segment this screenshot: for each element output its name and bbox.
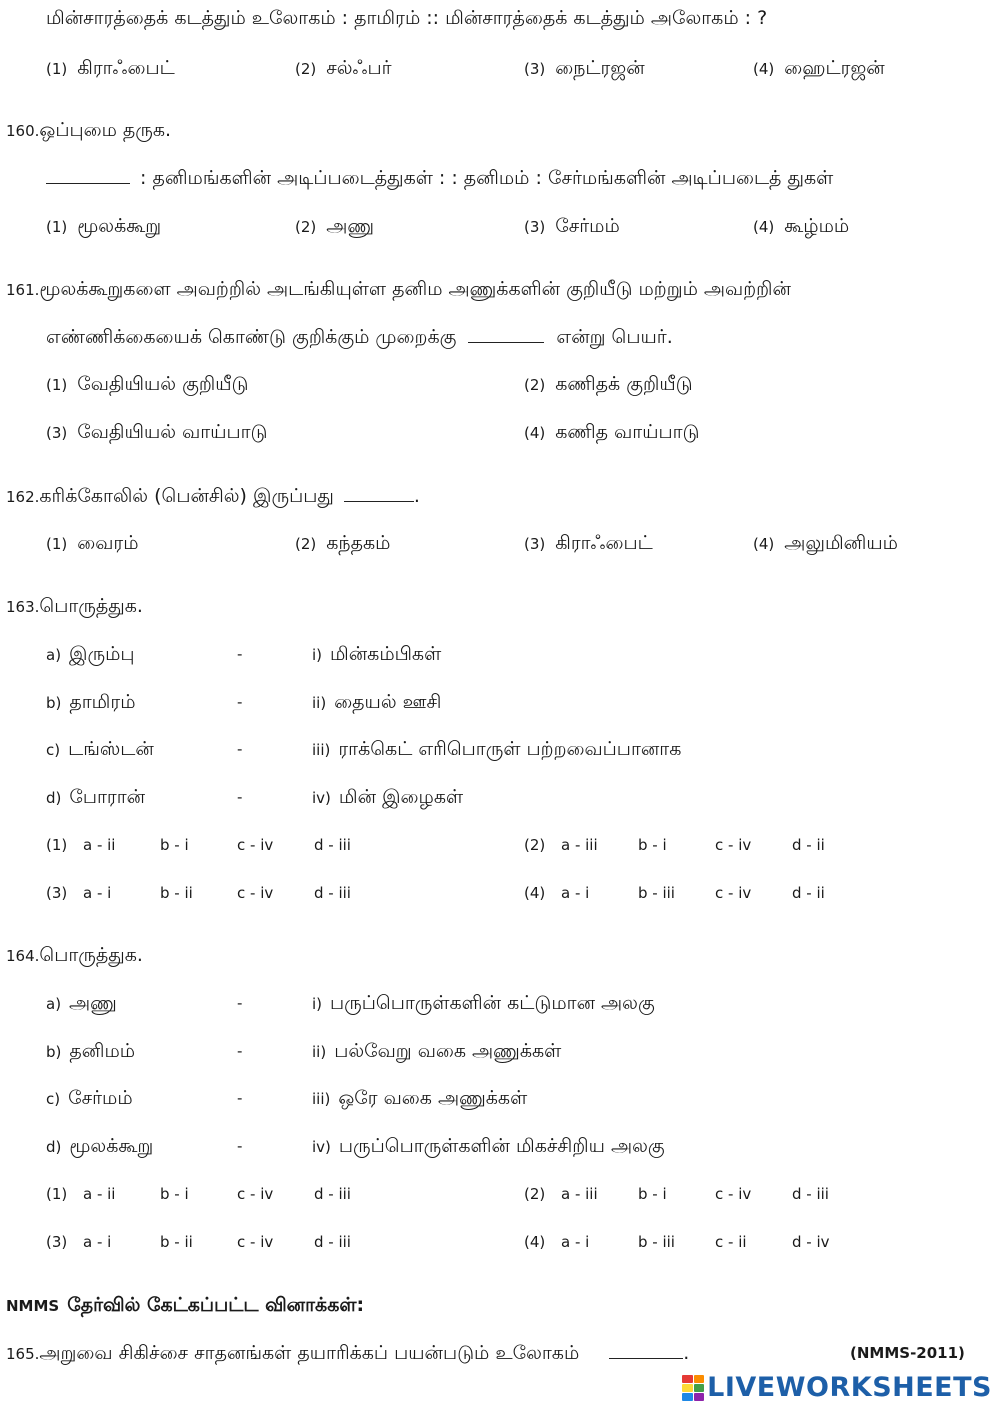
q164-left-a: a) அணு	[46, 992, 117, 1014]
q159-option-1[interactable]: (1) கிராஃபைட்	[46, 57, 175, 79]
q164-heading: 164.பொருத்துக.	[6, 944, 143, 966]
section-heading: NMMS தேர்வில் கேட்கப்பட்ட வினாக்கள்:	[6, 1294, 365, 1316]
q164-dash-d: -	[237, 1137, 243, 1155]
q165-answer-blank[interactable]	[609, 1342, 683, 1359]
q160-option-1[interactable]: (1) மூலக்கூறு	[46, 215, 162, 237]
q163-left-c: c) டங்ஸ்டன்	[46, 738, 154, 760]
q161-option-4[interactable]: (4) கணித வாய்பாடு	[524, 421, 700, 443]
q161-answer-blank[interactable]	[468, 326, 544, 343]
q161-option-1[interactable]: (1) வேதியியல் குறியீடு	[46, 373, 249, 395]
q163-right-i: i) மின்கம்பிகள்	[312, 643, 442, 665]
q163-right-ii: ii) தையல் ஊசி	[312, 691, 442, 713]
q163-option-4[interactable]: (4) a - i b - iii c - iv d - ii	[524, 884, 825, 902]
q164-dash-a: -	[237, 994, 243, 1012]
q163-left-d: d) போரான்	[46, 786, 146, 808]
q165-stem: 165.அறுவை சிகிச்சை சாதனங்கள் தயாரிக்கப் பயன்படும் உலோகம் .	[6, 1342, 690, 1364]
q163-dash-c: -	[237, 740, 243, 758]
liveworksheets-logo-icon	[682, 1375, 704, 1401]
q163-option-3[interactable]: (3) a - i b - ii c - iv d - iii	[46, 884, 351, 902]
logo-block	[694, 1375, 705, 1383]
logo-block	[694, 1384, 705, 1392]
q160-option-2[interactable]: (2) அணு	[295, 215, 375, 237]
q160-heading: 160.ஒப்புமை தருக.	[6, 119, 172, 141]
logo-block	[694, 1393, 705, 1401]
q159-stem: மின்சாரத்தைக் கடத்தும் உலோகம் : தாமிரம் :: மின்சாரத்தைக் கடத்தும் அலோகம் : ?	[46, 7, 768, 29]
logo-block	[682, 1375, 693, 1383]
q163-dash-d: -	[237, 788, 243, 806]
q163-dash-a: -	[237, 645, 243, 663]
liveworksheets-logo-text: LIVEWORKSHEETS	[707, 1372, 992, 1403]
q163-right-iv: iv) மின் இழைகள்	[312, 786, 464, 808]
q164-dash-b: -	[237, 1042, 243, 1060]
liveworksheets-logo[interactable]	[682, 1372, 992, 1403]
q164-right-ii: ii) பல்வேறு வகை அணுக்கள்	[312, 1040, 562, 1062]
q164-option-4[interactable]: (4) a - i b - iii c - ii d - iv	[524, 1233, 830, 1251]
q163-heading: 163.பொருத்துக.	[6, 595, 143, 617]
q159-option-4[interactable]: (4) ஹைட்ரஜன்	[753, 57, 885, 79]
q163-option-1[interactable]: (1) a - ii b - i c - iv d - iii	[46, 836, 351, 854]
q160-option-3[interactable]: (3) சேர்மம்	[524, 215, 620, 237]
q159-option-2[interactable]: (2) சல்ஃபர்	[295, 57, 392, 79]
q161-stem-line-2: எண்ணிக்கையைக் கொண்டு குறிக்கும் முறைக்கு என்று பெயர்.	[46, 326, 673, 348]
q162-option-3[interactable]: (3) கிராஃபைட்	[524, 532, 653, 554]
q161-option-2[interactable]: (2) கணிதக் குறியீடு	[524, 373, 693, 395]
q161-option-3[interactable]: (3) வேதியியல் வாய்பாடு	[46, 421, 268, 443]
q164-left-b: b) தனிமம்	[46, 1040, 136, 1062]
q164-right-iii: iii) ஒரே வகை அணுக்கள்	[312, 1087, 528, 1109]
q163-option-2[interactable]: (2) a - iii b - i c - iv d - ii	[524, 836, 825, 854]
q162-option-2[interactable]: (2) கந்தகம்	[295, 532, 391, 554]
q164-option-2[interactable]: (2) a - iii b - i c - iv d - iii	[524, 1185, 829, 1203]
q164-option-3[interactable]: (3) a - i b - ii c - iv d - iii	[46, 1233, 351, 1251]
q165-source-tag: (NMMS-2011)	[850, 1344, 965, 1362]
logo-block	[682, 1393, 693, 1401]
q164-left-d: d) மூலக்கூறு	[46, 1135, 154, 1157]
q159-option-3[interactable]: (3) நைட்ரஜன்	[524, 57, 645, 79]
q160-stem: : தனிமங்களின் அடிப்படைத்துகள் : : தனிமம் : சேர்மங்களின் அடிப்படைத் துகள்	[46, 166, 833, 190]
q164-right-iv: iv) பருப்பொருள்களின் மிகச்சிறிய அலகு	[312, 1135, 665, 1157]
q164-right-i: i) பருப்பொருள்களின் கட்டுமான அலகு	[312, 992, 655, 1014]
q160-answer-blank[interactable]	[46, 167, 130, 184]
q164-option-1[interactable]: (1) a - ii b - i c - iv d - iii	[46, 1185, 351, 1203]
q163-left-b: b) தாமிரம்	[46, 691, 136, 713]
q162-stem: 162.கரிக்கோலில் (பென்சில்) இருப்பது .	[6, 485, 420, 507]
q163-dash-b: -	[237, 693, 243, 711]
q164-dash-c: -	[237, 1089, 243, 1107]
logo-block	[682, 1384, 693, 1392]
q160-option-4[interactable]: (4) கூழ்மம்	[753, 215, 850, 237]
q163-left-a: a) இரும்பு	[46, 643, 135, 665]
q161-stem-line-1: 161.மூலக்கூறுகளை அவற்றில் அடங்கியுள்ள தனிம அணுக்களின் குறியீடு மற்றும் அவற்றின்	[6, 278, 791, 300]
q163-right-iii: iii) ராக்கெட் எரிபொருள் பற்றவைப்பானாக	[312, 738, 682, 760]
q164-left-c: c) சேர்மம்	[46, 1087, 133, 1109]
q162-option-4[interactable]: (4) அலுமினியம்	[753, 532, 898, 554]
q162-answer-blank[interactable]	[344, 485, 414, 502]
q162-option-1[interactable]: (1) வைரம்	[46, 532, 139, 554]
